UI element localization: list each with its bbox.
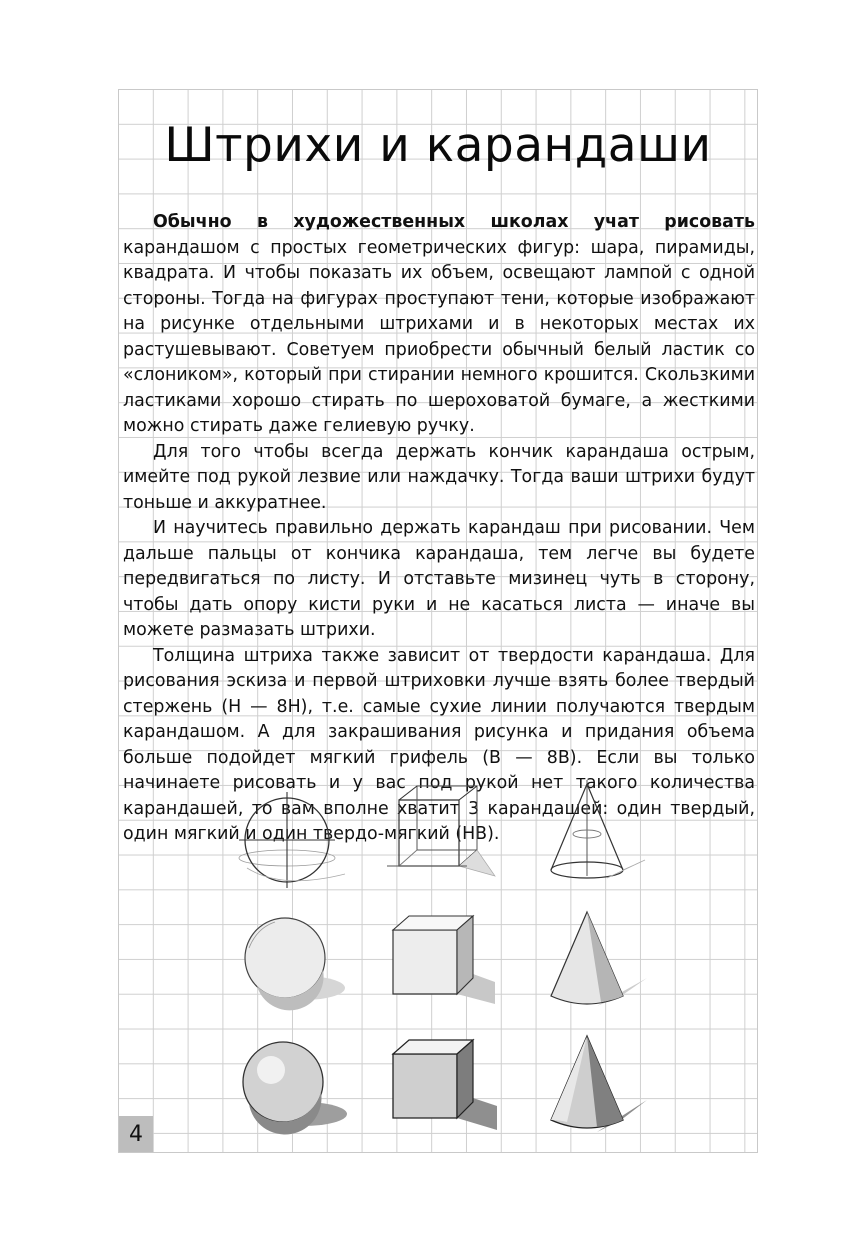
sphere-sketch-figure bbox=[227, 788, 347, 908]
cube-sketch-figure bbox=[377, 780, 497, 900]
book-page bbox=[118, 89, 758, 1153]
page-number: 4 bbox=[119, 1116, 153, 1152]
cube-shaded-figure bbox=[377, 908, 497, 1028]
paragraph-1 bbox=[123, 210, 755, 440]
paragraph-1-text: карандашом с простых геометрических фигур: шара, пирамиды, квадрата. И чтобы показать их объем, освещают лампой с одной стороны. Тогда на фигурах проступают тени, которые изображают на рисунке отдельными штрихами и в некоторых местах их растушевывают. Советуем приобрести обычный белый ластик со «слоником», который при стирании немного крошится. Скользкими ластиками хорошо стирать по шероховатой бумаге, а жесткими можно стирать даже гелиевую ручку. bbox=[123, 237, 755, 436]
page-title: Штрихи и карандаши bbox=[164, 118, 712, 173]
geometric-figures-illustration bbox=[227, 780, 657, 1152]
sphere-full-shading-figure bbox=[227, 1032, 347, 1152]
body-text bbox=[123, 210, 755, 848]
paragraph-4: Толщина штриха также зависит от твердости карандаша. Для рисования эскиза и первой штриховки лучше взять более твердый стержень (H — 8H), т.е. самые сухие линии получаются твердым карандашом. А для закрашивания рисунка и придания объема больше подойдет мягкий грифель (B — 8B). Если вы только начинаете рисовать и у вас под рукой нет такого количества карандашей, то вам вполне хватит 3 карандашей: один твердый, один мягкий и один твердо-мягкий (HB). bbox=[123, 645, 755, 844]
paragraph-3: И научитесь правильно держать карандаш при рисовании. Чем дальше пальцы от кончика карандаша, тем легче вы будете передвигаться по листу. И отставьте мизинец чуть в сторону, чтобы дать опору кисти руки и не касаться листа — иначе вы можете размазать штрихи. bbox=[123, 518, 755, 640]
paragraph-2: Для того чтобы всегда держать кончик карандаша острым, имейте под рукой лезвие или наждачку. Тогда ваши штрихи будут тоньше и аккуратнее. bbox=[123, 441, 755, 513]
cone-full-shading-figure bbox=[527, 1032, 647, 1152]
cone-shaded-figure bbox=[527, 908, 647, 1028]
sphere-shaded-figure bbox=[227, 908, 347, 1028]
cone-sketch-figure bbox=[527, 780, 647, 900]
cube-full-shading-figure bbox=[377, 1032, 497, 1152]
paragraph-1-bold-lead: Обычно в художественных школах учат рисовать bbox=[153, 212, 755, 232]
